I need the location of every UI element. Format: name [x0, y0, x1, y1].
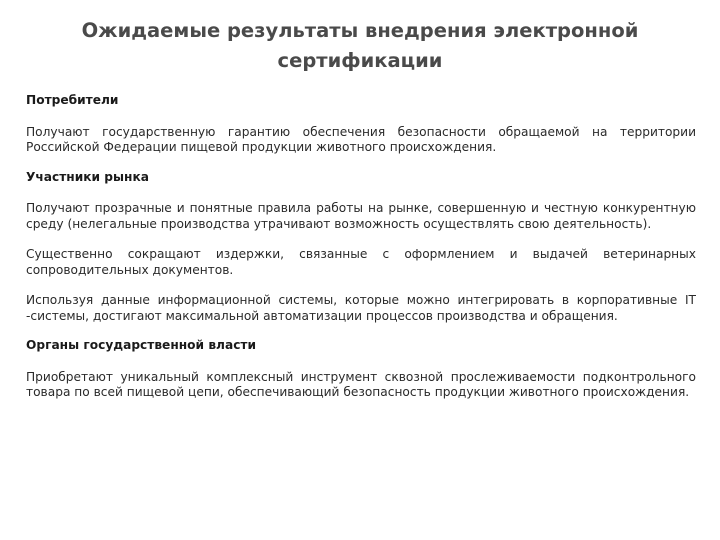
section-market-participants [26, 170, 696, 325]
paragraph: Получают прозрачные и понятные правила работы на рынке, совершенную и честную конкурентную среду (нелегальные производства утрачивают возможность осуществлять свою деятельность). [26, 201, 696, 231]
section-consumers [26, 93, 696, 156]
paragraph: Получают государственную гарантию обеспечения безопасности обращаемой на территории Российской Федерации пищевой продукции животного происхождения. [26, 124, 696, 154]
paragraph: Используя данные информационной системы, которые можно интегрировать в корпоративные IT -системы, достигают максимальной автоматизации процессов производства и обращения. [26, 293, 696, 323]
paragraph: Приобретают уникальный комплексный инструмент сквозной прослеживаемости подконтрольного товара по всей пищевой цепи, обеспечивающий безопасность продукции животного происхождения. [26, 369, 696, 399]
section-heading: Потребители [26, 93, 119, 107]
slide-content [26, 93, 696, 416]
section-government [26, 338, 696, 401]
section-heading: Органы государственной власти [26, 338, 257, 352]
paragraph: Существенно сокращают издержки, связанные с оформлением и выдачей ветеринарных сопроводительных документов. [26, 247, 696, 277]
slide-title: Ожидаемые результаты внедрения электронной сертификации [81, 19, 639, 72]
section-heading: Участники рынка [26, 169, 149, 184]
